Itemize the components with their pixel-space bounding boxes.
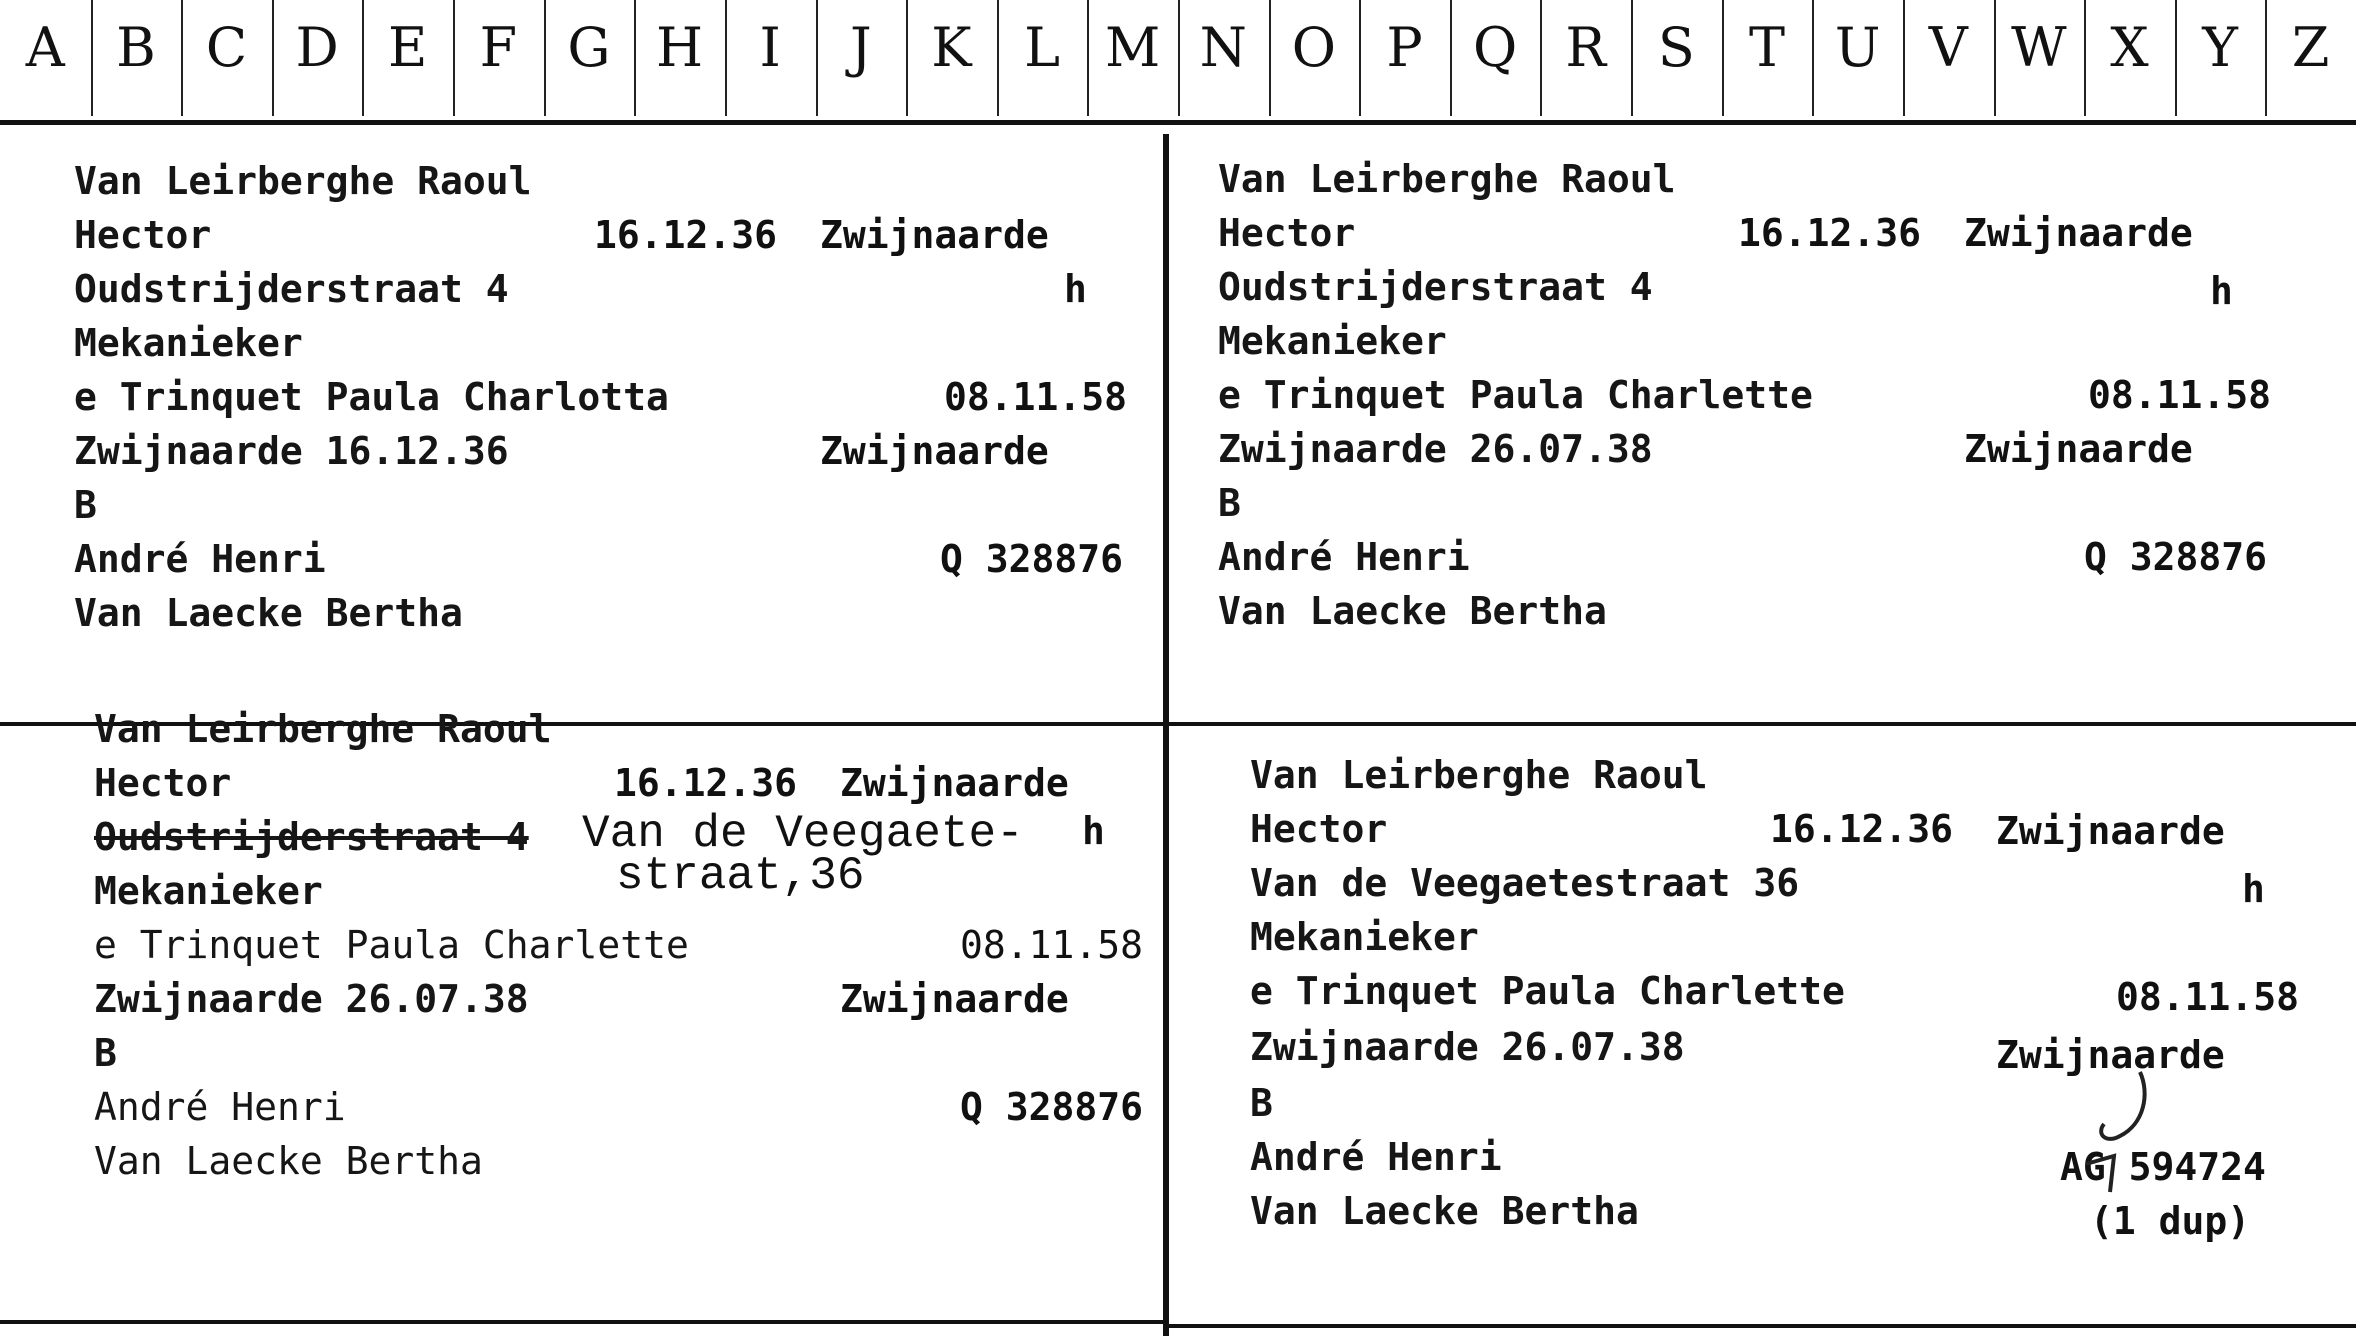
bottom-rule-left [0,1320,1163,1324]
card-category: B [1218,481,1241,525]
card-sex-mark: h [1064,267,1087,311]
card-father: André Henri [1218,535,1470,579]
alphabet-divider [997,0,999,116]
card-name: Van Leirberghe Raoul [94,707,552,751]
alphabet-letter-j: J [850,16,872,79]
alphabet-divider [362,0,364,116]
card-marriage-date: 08.11.58 [2088,373,2272,417]
card-birth-date: 16.12.36 [1770,807,1954,851]
card-sex-mark: h [2242,867,2265,911]
alphabet-letter-e: E [388,16,428,79]
card-spouse: e Trinquet Paula Charlette [94,923,689,967]
card-spouse-birth: Zwijnaarde 26.07.38 [1250,1025,1685,1069]
card-spouse-birth: Zwijnaarde 26.07.38 [94,977,529,1021]
card-reference: Q 328876 [960,1085,1144,1129]
alphabet-letter-t: T [1748,16,1785,79]
alphabet-letter-p: P [1386,16,1423,79]
alphabet-divider [1722,0,1724,116]
alphabet-letter-z: Z [2291,16,2330,79]
alphabet-divider [725,0,727,116]
alphabet-divider [272,0,274,116]
alphabet-divider [906,0,908,116]
card-address: Oudstrijderstraat 4 [1218,265,1653,309]
card-spouse: e Trinquet Paula Charlotta [74,375,669,419]
card-address-new-line2: straat,36 [616,850,865,902]
card-occupation: Mekanieker [74,321,303,365]
alphabet-divider [1540,0,1542,116]
card-birth-date: 16.12.36 [594,213,778,257]
alphabet-letter-d: D [295,16,339,79]
record-card-bottom-right [1250,752,2340,1332]
alphabet-letter-a: A [25,16,65,79]
card-mother: Van Laecke Bertha [94,1139,483,1183]
card-category: B [74,483,97,527]
card-reference: Q 328876 [940,537,1124,581]
card-birth-place: Zwijnaarde [1964,211,2193,255]
card-name: Van Leirberghe Raoul [1218,157,1676,201]
alphabet-letter-n: N [1199,16,1247,79]
card-first-name: Hector [74,213,212,257]
card-address-struck: Oudstrijderstraat 4 [94,815,529,859]
record-card-bottom-left [94,706,1184,1286]
alphabet-divider [453,0,455,116]
card-spouse-birth: Zwijnaarde 16.12.36 [74,429,509,473]
alphabet-divider [2175,0,2177,116]
card-marriage-date: 08.11.58 [960,923,1144,967]
card-marriage-date: 08.11.58 [944,375,1128,419]
card-spouse: e Trinquet Paula Charlette [1218,373,1813,417]
alphabet-index-bar [0,0,2356,125]
alphabet-divider [1994,0,1996,116]
card-first-name: Hector [1250,807,1388,851]
alphabet-letter-v: V [1928,16,1968,79]
record-card-top-right [1218,156,2308,736]
alphabet-divider [1269,0,1271,116]
alphabet-divider [1359,0,1361,116]
card-sex-mark: h [2210,269,2233,313]
card-marriage-date: 08.11.58 [2116,975,2300,1019]
card-spouse: e Trinquet Paula Charlette [1250,969,1845,1013]
card-name: Van Leirberghe Raoul [1250,753,1708,797]
alphabet-letter-w: W [2011,16,2067,79]
card-marriage-place: Zwijnaarde [1996,1033,2225,1077]
card-marriage-place: Zwijnaarde [1964,427,2193,471]
card-mother: Van Laecke Bertha [74,591,463,635]
card-father: André Henri [94,1085,346,1129]
card-mother: Van Laecke Bertha [1250,1189,1639,1233]
card-first-name: Hector [1218,211,1356,255]
alphabet-divider [1450,0,1452,116]
card-duplicate-note: (1 dup) [2090,1199,2251,1243]
card-occupation: Mekanieker [1218,319,1447,363]
alphabet-divider [544,0,546,116]
card-first-name: Hector [94,761,232,805]
card-category: B [94,1031,117,1075]
card-birth-place: Zwijnaarde [840,761,1069,805]
card-birth-place: Zwijnaarde [1996,809,2225,853]
card-birth-date: 16.12.36 [614,761,798,805]
alphabet-letter-x: X [2110,16,2149,79]
alphabet-letter-b: B [116,16,156,79]
card-category: B [1250,1081,1273,1125]
card-spouse-birth: Zwijnaarde 26.07.38 [1218,427,1653,471]
alphabet-letter-s: S [1657,16,1695,79]
card-name: Van Leirberghe Raoul [74,159,532,203]
alphabet-letter-o: O [1291,16,1337,79]
card-reference: AG 594724 [2060,1145,2266,1189]
alphabet-divider [2084,0,2086,116]
card-birth-place: Zwijnaarde [820,213,1049,257]
alphabet-divider [816,0,818,116]
handwritten-pen-mark [2070,1064,2190,1194]
alphabet-divider [1631,0,1633,116]
card-father: André Henri [1250,1135,1502,1179]
alphabet-letter-m: M [1105,16,1161,79]
alphabet-letter-k: K [931,16,972,79]
alphabet-letter-r: R [1565,16,1607,79]
card-marriage-place: Zwijnaarde [820,429,1049,473]
card-address-new-line1: Van de Veegaete- [582,808,1024,860]
card-mother: Van Laecke Bertha [1218,589,1607,633]
alphabet-divider [1812,0,1814,116]
alphabet-divider [1087,0,1089,116]
alphabet-letter-l: L [1024,16,1060,79]
alphabet-letter-q: Q [1473,16,1518,79]
alphabet-letter-h: H [656,16,704,79]
card-address: Van de Veegaetestraat 36 [1250,861,1800,905]
alphabet-letter-u: U [1834,16,1881,79]
card-reference: Q 328876 [2084,535,2268,579]
alphabet-divider [91,0,93,116]
alphabet-letter-c: C [205,16,248,79]
card-birth-date: 16.12.36 [1738,211,1922,255]
card-sex-mark: h [1082,809,1105,853]
card-address: Oudstrijderstraat 4 [74,267,509,311]
alphabet-divider [181,0,183,116]
record-card-top-left [74,158,1164,738]
card-occupation: Mekanieker [1250,915,1479,959]
alphabet-letter-f: F [479,16,518,79]
alphabet-letter-g: G [567,16,611,79]
alphabet-letter-i: I [759,16,781,79]
card-father: André Henri [74,537,326,581]
alphabet-divider [1178,0,1180,116]
card-marriage-place: Zwijnaarde [840,977,1069,1021]
alphabet-divider [634,0,636,116]
alphabet-letter-y: Y [2202,16,2238,79]
alphabet-divider [1903,0,1905,116]
alphabet-divider [2265,0,2267,116]
card-occupation: Mekanieker [94,869,323,913]
